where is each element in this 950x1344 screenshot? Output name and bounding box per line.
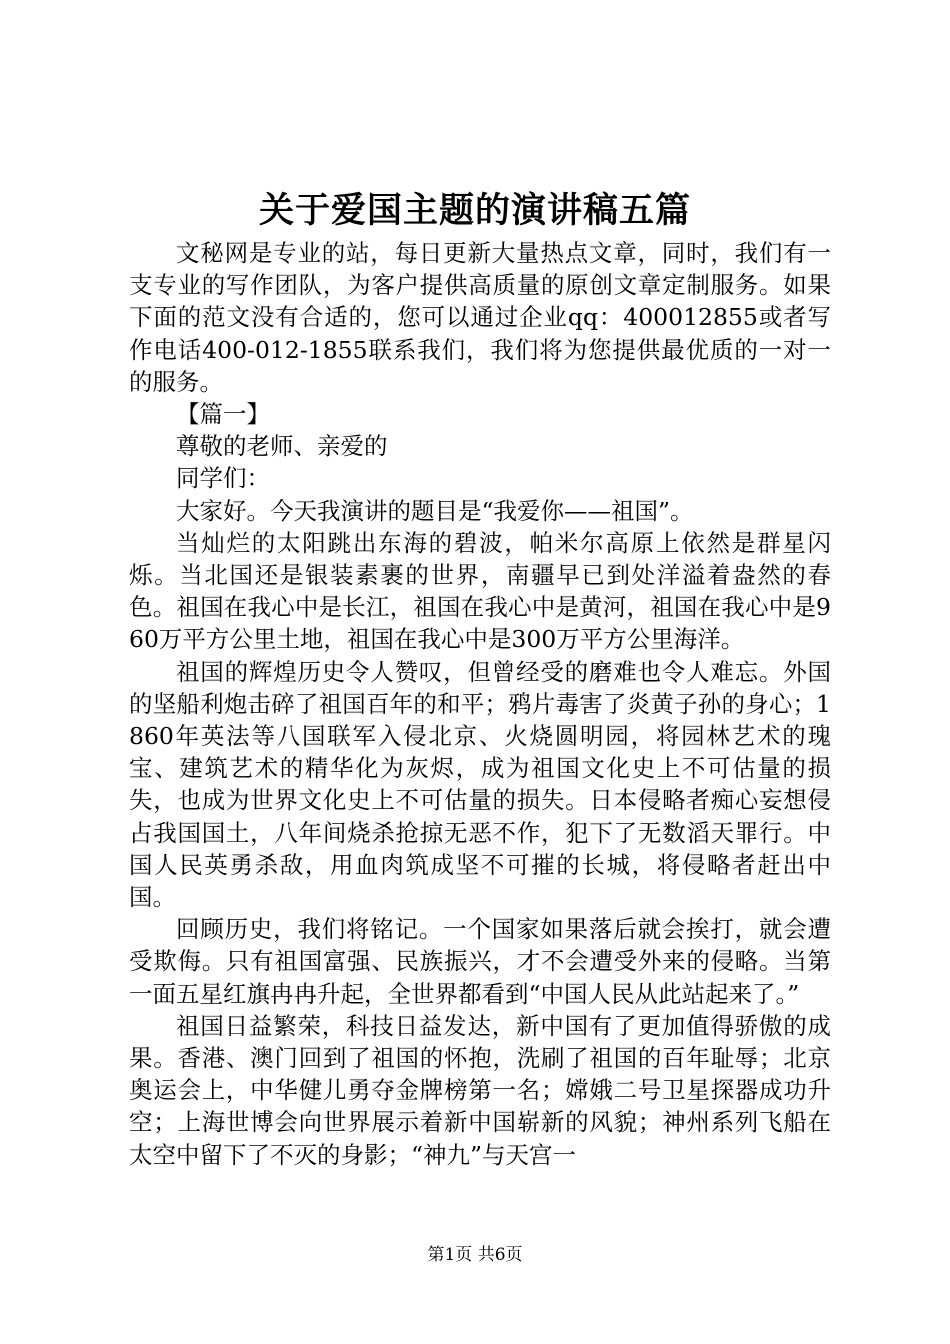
body-paragraph: 祖国的辉煌历史令人赞叹，但曾经受的磨难也令人难忘。外国的坚船利炮击碎了祖国百年的和平；鸦片毒害了炎黄子孙的身心；1860年英法等八国联军入侵北京、火烧圆明园，将园林艺术的瑰宝、建筑艺术的精华化为灰烬，成为祖国文化史上不可估量的损失，也成为世界文化史上不可估量的损失。日本侵略者痴心妄想侵占我国国土，八年间烧杀抢掠无恶不作，犯下了无数滔天罪行。中国人民英勇杀敌，用血肉筑成坚不可摧的长城，将侵略者赶出中国。: [129, 657, 831, 912]
body-paragraph: 当灿烂的太阳跳出东海的碧波，帕米尔高原上依然是群星闪烁。当北国还是银装素裹的世界，南疆早已到处洋溢着盎然的春色。祖国在我心中是长江，祖国在我心中是黄河，祖国在我心中是960万平方公里土地，祖国在我心中是300万平方公里海洋。: [129, 528, 831, 654]
page-footer: 第1页 共6页: [427, 1245, 523, 1265]
intro-paragraph: 文秘网是专业的站，每日更新大量热点文章，同时，我们有一支专业的写作团队，为客户提供高质量的原创文章定制服务。如果下面的范文没有合适的，您可以通过企业qq：400012855或者写作电话400-012-1855联系我们，我们将为您提供最优质的一对一的服务。: [129, 239, 831, 396]
document-title: 关于爱国主题的演讲稿五篇: [258, 190, 691, 231]
body-paragraph: 祖国日益繁荣，科技日益发达，新中国有了更加值得骄傲的成果。香港、澳门回到了祖国的怀抱，洗刷了祖国的百年耻辱；北京奥运会上，中华健儿勇夺金牌榜第一名；嫦娥二号卫星探器成功升空；上海世博会向世界展示着新中国崭新的风貌；神州系列飞船在太空中留下了不灭的身影；“神九”与天宫一: [129, 1011, 831, 1169]
body-paragraph: 回顾历史，我们将铭记。一个国家如果落后就会挨打，就会遭受欺侮。只有祖国富强、民族振兴，才不会遭受外来的侵略。当第一面五星红旗冉冉升起，全世界都看到“中国人民从此站起来了。”: [129, 915, 831, 1008]
section-heading: 【篇一】: [176, 400, 270, 429]
document-body: [129, 237, 831, 1171]
salutation-line-1: 尊敬的老师、亲爱的: [176, 432, 388, 461]
salutation-line-2: 同学们：: [176, 464, 270, 493]
greeting-line: 大家好。今天我演讲的题目是“我爱你——祖国”。: [176, 496, 694, 525]
